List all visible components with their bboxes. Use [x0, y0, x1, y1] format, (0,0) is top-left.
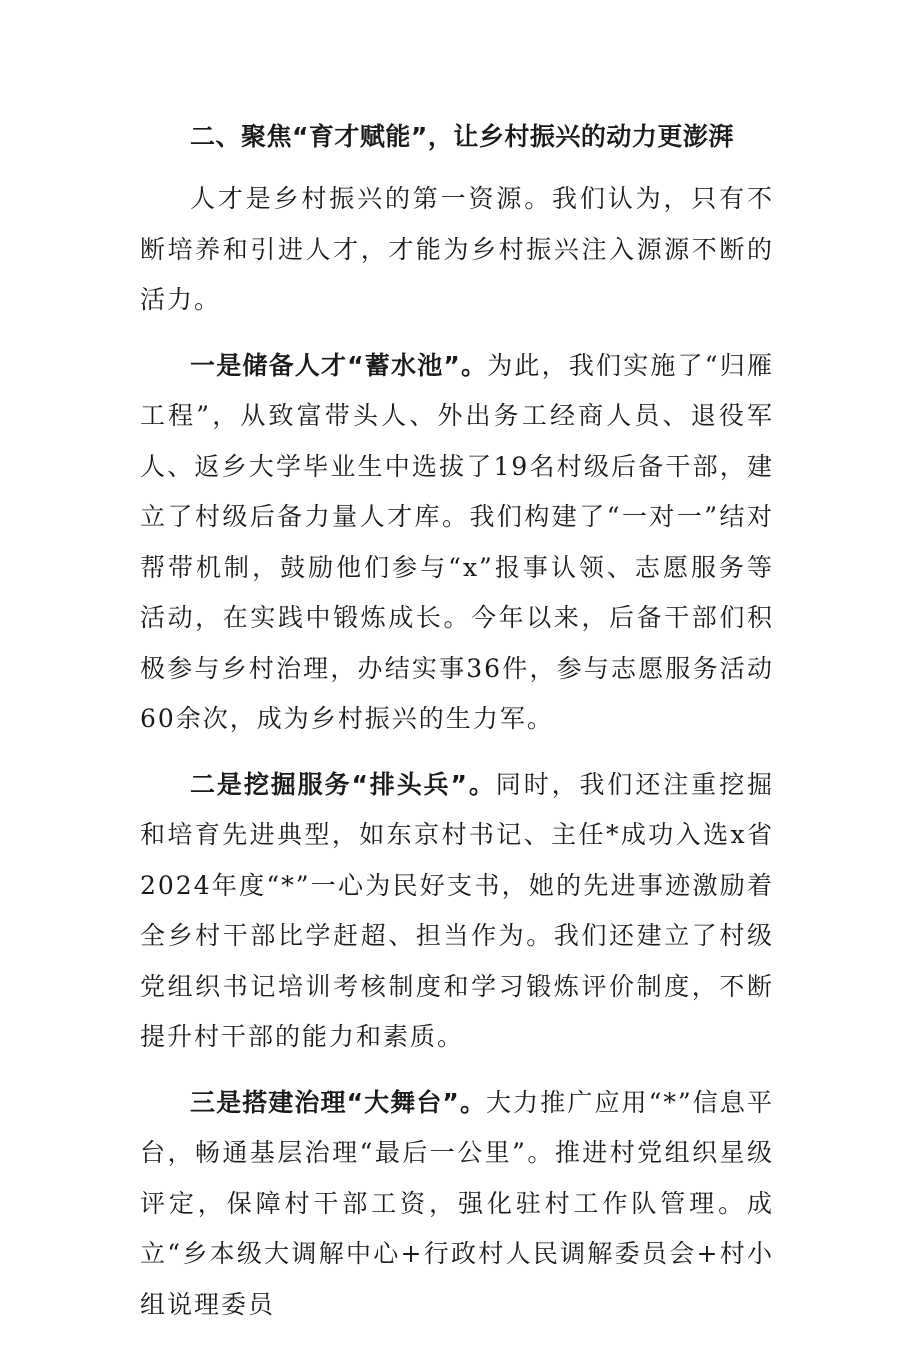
paragraph-talent-pool: [140, 341, 774, 745]
paragraph-service-pioneers: [140, 760, 774, 1063]
document-body: [140, 112, 774, 1345]
section-heading: 二、聚焦“育才赋能”，让乡村振兴的动力更澎湃: [190, 122, 734, 151]
paragraph-governance-stage: [140, 1078, 774, 1331]
paragraph-text: 大力推广应用“*”信息平台，畅通基层治理“最后一公里”。推进村党组织星级评定，保障村干部工资，强化驻村工作队管理。成立“乡本级大调解中心+行政村人民调解委员会+村小组说理委员: [140, 1087, 774, 1319]
paragraph-text: 同时，我们还注重挖掘和培育先进典型，如东京村书记、主任*成功入选x省2024年度“*”一心为民好支书，她的先进事迹激励着全乡村干部比学赶超、担当作为。我们还建立了村级党组织书记培训考核制度和学习锻炼评价制度，不断提升村干部的能力和素质。: [140, 769, 774, 1051]
paragraph-lead: 三是搭建治理“大舞台”。: [190, 1087, 487, 1117]
paragraph-lead: 一是储备人才“蓄水池”。: [190, 350, 488, 380]
paragraph-text: 为此，我们实施了“归雁工程”，从致富带头人、外出务工经商人员、退役军人、返乡大学毕业生中选拔了19名村级后备干部，建立了村级后备力量人才库。我们构建了“一对一”结对帮带机制，鼓励他们参与“x”报事认领、志愿服务等活动，在实践中锻炼成长。今年以来，后备干部们积极参与乡村治理，办结实事36件，参与志愿服务活动60余次，成为乡村振兴的生力军。: [140, 350, 774, 733]
paragraph-intro: [140, 174, 774, 326]
paragraph-lead: 二是挖掘服务“排头兵”。: [190, 769, 496, 799]
paragraph-text: 人才是乡村振兴的第一资源。我们认为，只有不断培养和引进人才，才能为乡村振兴注入源源不断的活力。: [140, 184, 774, 314]
